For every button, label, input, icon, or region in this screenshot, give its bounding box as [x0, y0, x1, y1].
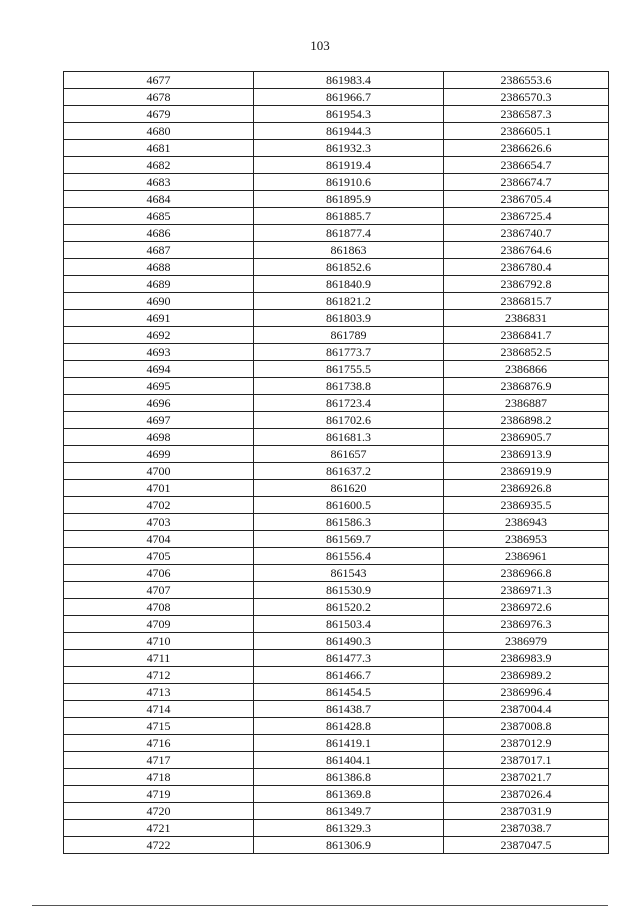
x-coordinate-cell: 861349.7 — [254, 803, 444, 820]
x-coordinate-cell: 861438.7 — [254, 701, 444, 718]
y-coordinate-cell: 2386953 — [444, 531, 609, 548]
x-coordinate-cell: 861773.7 — [254, 344, 444, 361]
point-number-cell: 4703 — [64, 514, 254, 531]
y-coordinate-cell: 2386764.6 — [444, 242, 609, 259]
point-number-cell: 4714 — [64, 701, 254, 718]
y-coordinate-cell: 2386919.9 — [444, 463, 609, 480]
x-coordinate-cell: 861657 — [254, 446, 444, 463]
point-number-cell: 4695 — [64, 378, 254, 395]
point-number-cell: 4682 — [64, 157, 254, 174]
y-coordinate-cell: 2386705.4 — [444, 191, 609, 208]
x-coordinate-cell: 861932.3 — [254, 140, 444, 157]
y-coordinate-cell: 2387038.7 — [444, 820, 609, 837]
x-coordinate-cell: 861910.6 — [254, 174, 444, 191]
x-coordinate-cell: 861877.4 — [254, 225, 444, 242]
y-coordinate-cell: 2386905.7 — [444, 429, 609, 446]
x-coordinate-cell: 861369.8 — [254, 786, 444, 803]
table-row — [64, 395, 609, 412]
point-number-cell: 4701 — [64, 480, 254, 497]
point-number-cell: 4719 — [64, 786, 254, 803]
table-row — [64, 276, 609, 293]
table-row — [64, 412, 609, 429]
point-number-cell: 4692 — [64, 327, 254, 344]
y-coordinate-cell: 2386841.7 — [444, 327, 609, 344]
y-coordinate-cell: 2386996.4 — [444, 684, 609, 701]
y-coordinate-cell: 2386792.8 — [444, 276, 609, 293]
table-row — [64, 667, 609, 684]
x-coordinate-cell: 861490.3 — [254, 633, 444, 650]
y-coordinate-cell: 2387031.9 — [444, 803, 609, 820]
point-number-cell: 4705 — [64, 548, 254, 565]
point-number-cell: 4710 — [64, 633, 254, 650]
table-row — [64, 820, 609, 837]
x-coordinate-cell: 861863 — [254, 242, 444, 259]
point-number-cell: 4694 — [64, 361, 254, 378]
table-row — [64, 72, 609, 89]
x-coordinate-cell: 861306.9 — [254, 837, 444, 854]
x-coordinate-cell: 861520.2 — [254, 599, 444, 616]
x-coordinate-cell: 861419.1 — [254, 735, 444, 752]
y-coordinate-cell: 2386913.9 — [444, 446, 609, 463]
table-row — [64, 446, 609, 463]
y-coordinate-cell: 2386553.6 — [444, 72, 609, 89]
x-coordinate-cell: 861803.9 — [254, 310, 444, 327]
x-coordinate-cell: 861755.5 — [254, 361, 444, 378]
point-number-cell: 4708 — [64, 599, 254, 616]
point-number-cell: 4678 — [64, 89, 254, 106]
x-coordinate-cell: 861919.4 — [254, 157, 444, 174]
table-row — [64, 208, 609, 225]
point-number-cell: 4704 — [64, 531, 254, 548]
point-number-cell: 4683 — [64, 174, 254, 191]
table-row — [64, 616, 609, 633]
x-coordinate-cell: 861454.5 — [254, 684, 444, 701]
y-coordinate-cell: 2387008.8 — [444, 718, 609, 735]
x-coordinate-cell: 861386.8 — [254, 769, 444, 786]
point-number-cell: 4711 — [64, 650, 254, 667]
point-number-cell: 4721 — [64, 820, 254, 837]
x-coordinate-cell: 861944.3 — [254, 123, 444, 140]
y-coordinate-cell: 2386852.5 — [444, 344, 609, 361]
x-coordinate-cell: 861404.1 — [254, 752, 444, 769]
table-row — [64, 701, 609, 718]
x-coordinate-cell: 861885.7 — [254, 208, 444, 225]
x-coordinate-cell: 861530.9 — [254, 582, 444, 599]
y-coordinate-cell: 2386725.4 — [444, 208, 609, 225]
point-number-cell: 4686 — [64, 225, 254, 242]
x-coordinate-cell: 861569.7 — [254, 531, 444, 548]
point-number-cell: 4684 — [64, 191, 254, 208]
point-number-cell: 4709 — [64, 616, 254, 633]
coordinates-table — [63, 71, 609, 854]
page-number: 103 — [310, 38, 330, 53]
y-coordinate-cell: 2386866 — [444, 361, 609, 378]
table-row — [64, 157, 609, 174]
y-coordinate-cell: 2386740.7 — [444, 225, 609, 242]
x-coordinate-cell: 861586.3 — [254, 514, 444, 531]
table-row — [64, 684, 609, 701]
point-number-cell: 4697 — [64, 412, 254, 429]
table-row — [64, 786, 609, 803]
y-coordinate-cell: 2386971.3 — [444, 582, 609, 599]
table-row — [64, 89, 609, 106]
table-row — [64, 633, 609, 650]
x-coordinate-cell: 861620 — [254, 480, 444, 497]
point-number-cell: 4696 — [64, 395, 254, 412]
table-row — [64, 429, 609, 446]
y-coordinate-cell: 2386815.7 — [444, 293, 609, 310]
x-coordinate-cell: 861738.8 — [254, 378, 444, 395]
y-coordinate-cell: 2386887 — [444, 395, 609, 412]
y-coordinate-cell: 2386831 — [444, 310, 609, 327]
point-number-cell: 4680 — [64, 123, 254, 140]
y-coordinate-cell: 2387017.1 — [444, 752, 609, 769]
table-row — [64, 582, 609, 599]
y-coordinate-cell: 2386587.3 — [444, 106, 609, 123]
table-row — [64, 310, 609, 327]
y-coordinate-cell: 2387012.9 — [444, 735, 609, 752]
table-row — [64, 463, 609, 480]
table-row — [64, 718, 609, 735]
table-row — [64, 531, 609, 548]
x-coordinate-cell: 861637.2 — [254, 463, 444, 480]
table-row — [64, 378, 609, 395]
x-coordinate-cell: 861681.3 — [254, 429, 444, 446]
table-row — [64, 548, 609, 565]
table-row — [64, 140, 609, 157]
y-coordinate-cell: 2387026.4 — [444, 786, 609, 803]
point-number-cell: 4712 — [64, 667, 254, 684]
point-number-cell: 4687 — [64, 242, 254, 259]
y-coordinate-cell: 2386898.2 — [444, 412, 609, 429]
point-number-cell: 4700 — [64, 463, 254, 480]
y-coordinate-cell: 2386605.1 — [444, 123, 609, 140]
y-coordinate-cell: 2386935.5 — [444, 497, 609, 514]
table-row — [64, 106, 609, 123]
y-coordinate-cell: 2387047.5 — [444, 837, 609, 854]
table-row — [64, 735, 609, 752]
table-row — [64, 259, 609, 276]
y-coordinate-cell: 2386972.6 — [444, 599, 609, 616]
x-coordinate-cell: 861329.3 — [254, 820, 444, 837]
y-coordinate-cell: 2386654.7 — [444, 157, 609, 174]
point-number-cell: 4722 — [64, 837, 254, 854]
point-number-cell: 4702 — [64, 497, 254, 514]
y-coordinate-cell: 2386943 — [444, 514, 609, 531]
table-row — [64, 565, 609, 582]
x-coordinate-cell: 861789 — [254, 327, 444, 344]
table-row — [64, 174, 609, 191]
x-coordinate-cell: 861428.8 — [254, 718, 444, 735]
table-row — [64, 803, 609, 820]
point-number-cell: 4716 — [64, 735, 254, 752]
point-number-cell: 4689 — [64, 276, 254, 293]
point-number-cell: 4706 — [64, 565, 254, 582]
y-coordinate-cell: 2387004.4 — [444, 701, 609, 718]
point-number-cell: 4685 — [64, 208, 254, 225]
point-number-cell: 4718 — [64, 769, 254, 786]
table-row — [64, 242, 609, 259]
table-row — [64, 514, 609, 531]
point-number-cell: 4677 — [64, 72, 254, 89]
table-row — [64, 123, 609, 140]
point-number-cell: 4688 — [64, 259, 254, 276]
x-coordinate-cell: 861821.2 — [254, 293, 444, 310]
coordinates-table-body — [64, 72, 609, 854]
y-coordinate-cell: 2386979 — [444, 633, 609, 650]
point-number-cell: 4713 — [64, 684, 254, 701]
y-coordinate-cell: 2386626.6 — [444, 140, 609, 157]
x-coordinate-cell: 861702.6 — [254, 412, 444, 429]
x-coordinate-cell: 861466.7 — [254, 667, 444, 684]
point-number-cell: 4720 — [64, 803, 254, 820]
table-row — [64, 344, 609, 361]
y-coordinate-cell: 2386876.9 — [444, 378, 609, 395]
y-coordinate-cell: 2386926.8 — [444, 480, 609, 497]
x-coordinate-cell: 861556.4 — [254, 548, 444, 565]
table-row — [64, 327, 609, 344]
point-number-cell: 4690 — [64, 293, 254, 310]
x-coordinate-cell: 861503.4 — [254, 616, 444, 633]
x-coordinate-cell: 861966.7 — [254, 89, 444, 106]
y-coordinate-cell: 2386989.2 — [444, 667, 609, 684]
point-number-cell: 4699 — [64, 446, 254, 463]
point-number-cell: 4717 — [64, 752, 254, 769]
point-number-cell: 4715 — [64, 718, 254, 735]
table-row — [64, 650, 609, 667]
y-coordinate-cell: 2387021.7 — [444, 769, 609, 786]
table-row — [64, 361, 609, 378]
x-coordinate-cell: 861723.4 — [254, 395, 444, 412]
table-row — [64, 497, 609, 514]
x-coordinate-cell: 861543 — [254, 565, 444, 582]
table-row — [64, 191, 609, 208]
point-number-cell: 4698 — [64, 429, 254, 446]
y-coordinate-cell: 2386780.4 — [444, 259, 609, 276]
x-coordinate-cell: 861477.3 — [254, 650, 444, 667]
table-row — [64, 225, 609, 242]
y-coordinate-cell: 2386570.3 — [444, 89, 609, 106]
y-coordinate-cell: 2386966.8 — [444, 565, 609, 582]
y-coordinate-cell: 2386674.7 — [444, 174, 609, 191]
x-coordinate-cell: 861895.9 — [254, 191, 444, 208]
table-row — [64, 293, 609, 310]
y-coordinate-cell: 2386961 — [444, 548, 609, 565]
x-coordinate-cell: 861852.6 — [254, 259, 444, 276]
point-number-cell: 4691 — [64, 310, 254, 327]
y-coordinate-cell: 2386983.9 — [444, 650, 609, 667]
point-number-cell: 4707 — [64, 582, 254, 599]
point-number-cell: 4679 — [64, 106, 254, 123]
y-coordinate-cell: 2386976.3 — [444, 616, 609, 633]
x-coordinate-cell: 861840.9 — [254, 276, 444, 293]
table-row — [64, 480, 609, 497]
table-row — [64, 837, 609, 854]
x-coordinate-cell: 861954.3 — [254, 106, 444, 123]
bottom-rule — [32, 905, 608, 906]
point-number-cell: 4693 — [64, 344, 254, 361]
table-row — [64, 769, 609, 786]
x-coordinate-cell: 861600.5 — [254, 497, 444, 514]
point-number-cell: 4681 — [64, 140, 254, 157]
table-row — [64, 599, 609, 616]
table-row — [64, 752, 609, 769]
x-coordinate-cell: 861983.4 — [254, 72, 444, 89]
